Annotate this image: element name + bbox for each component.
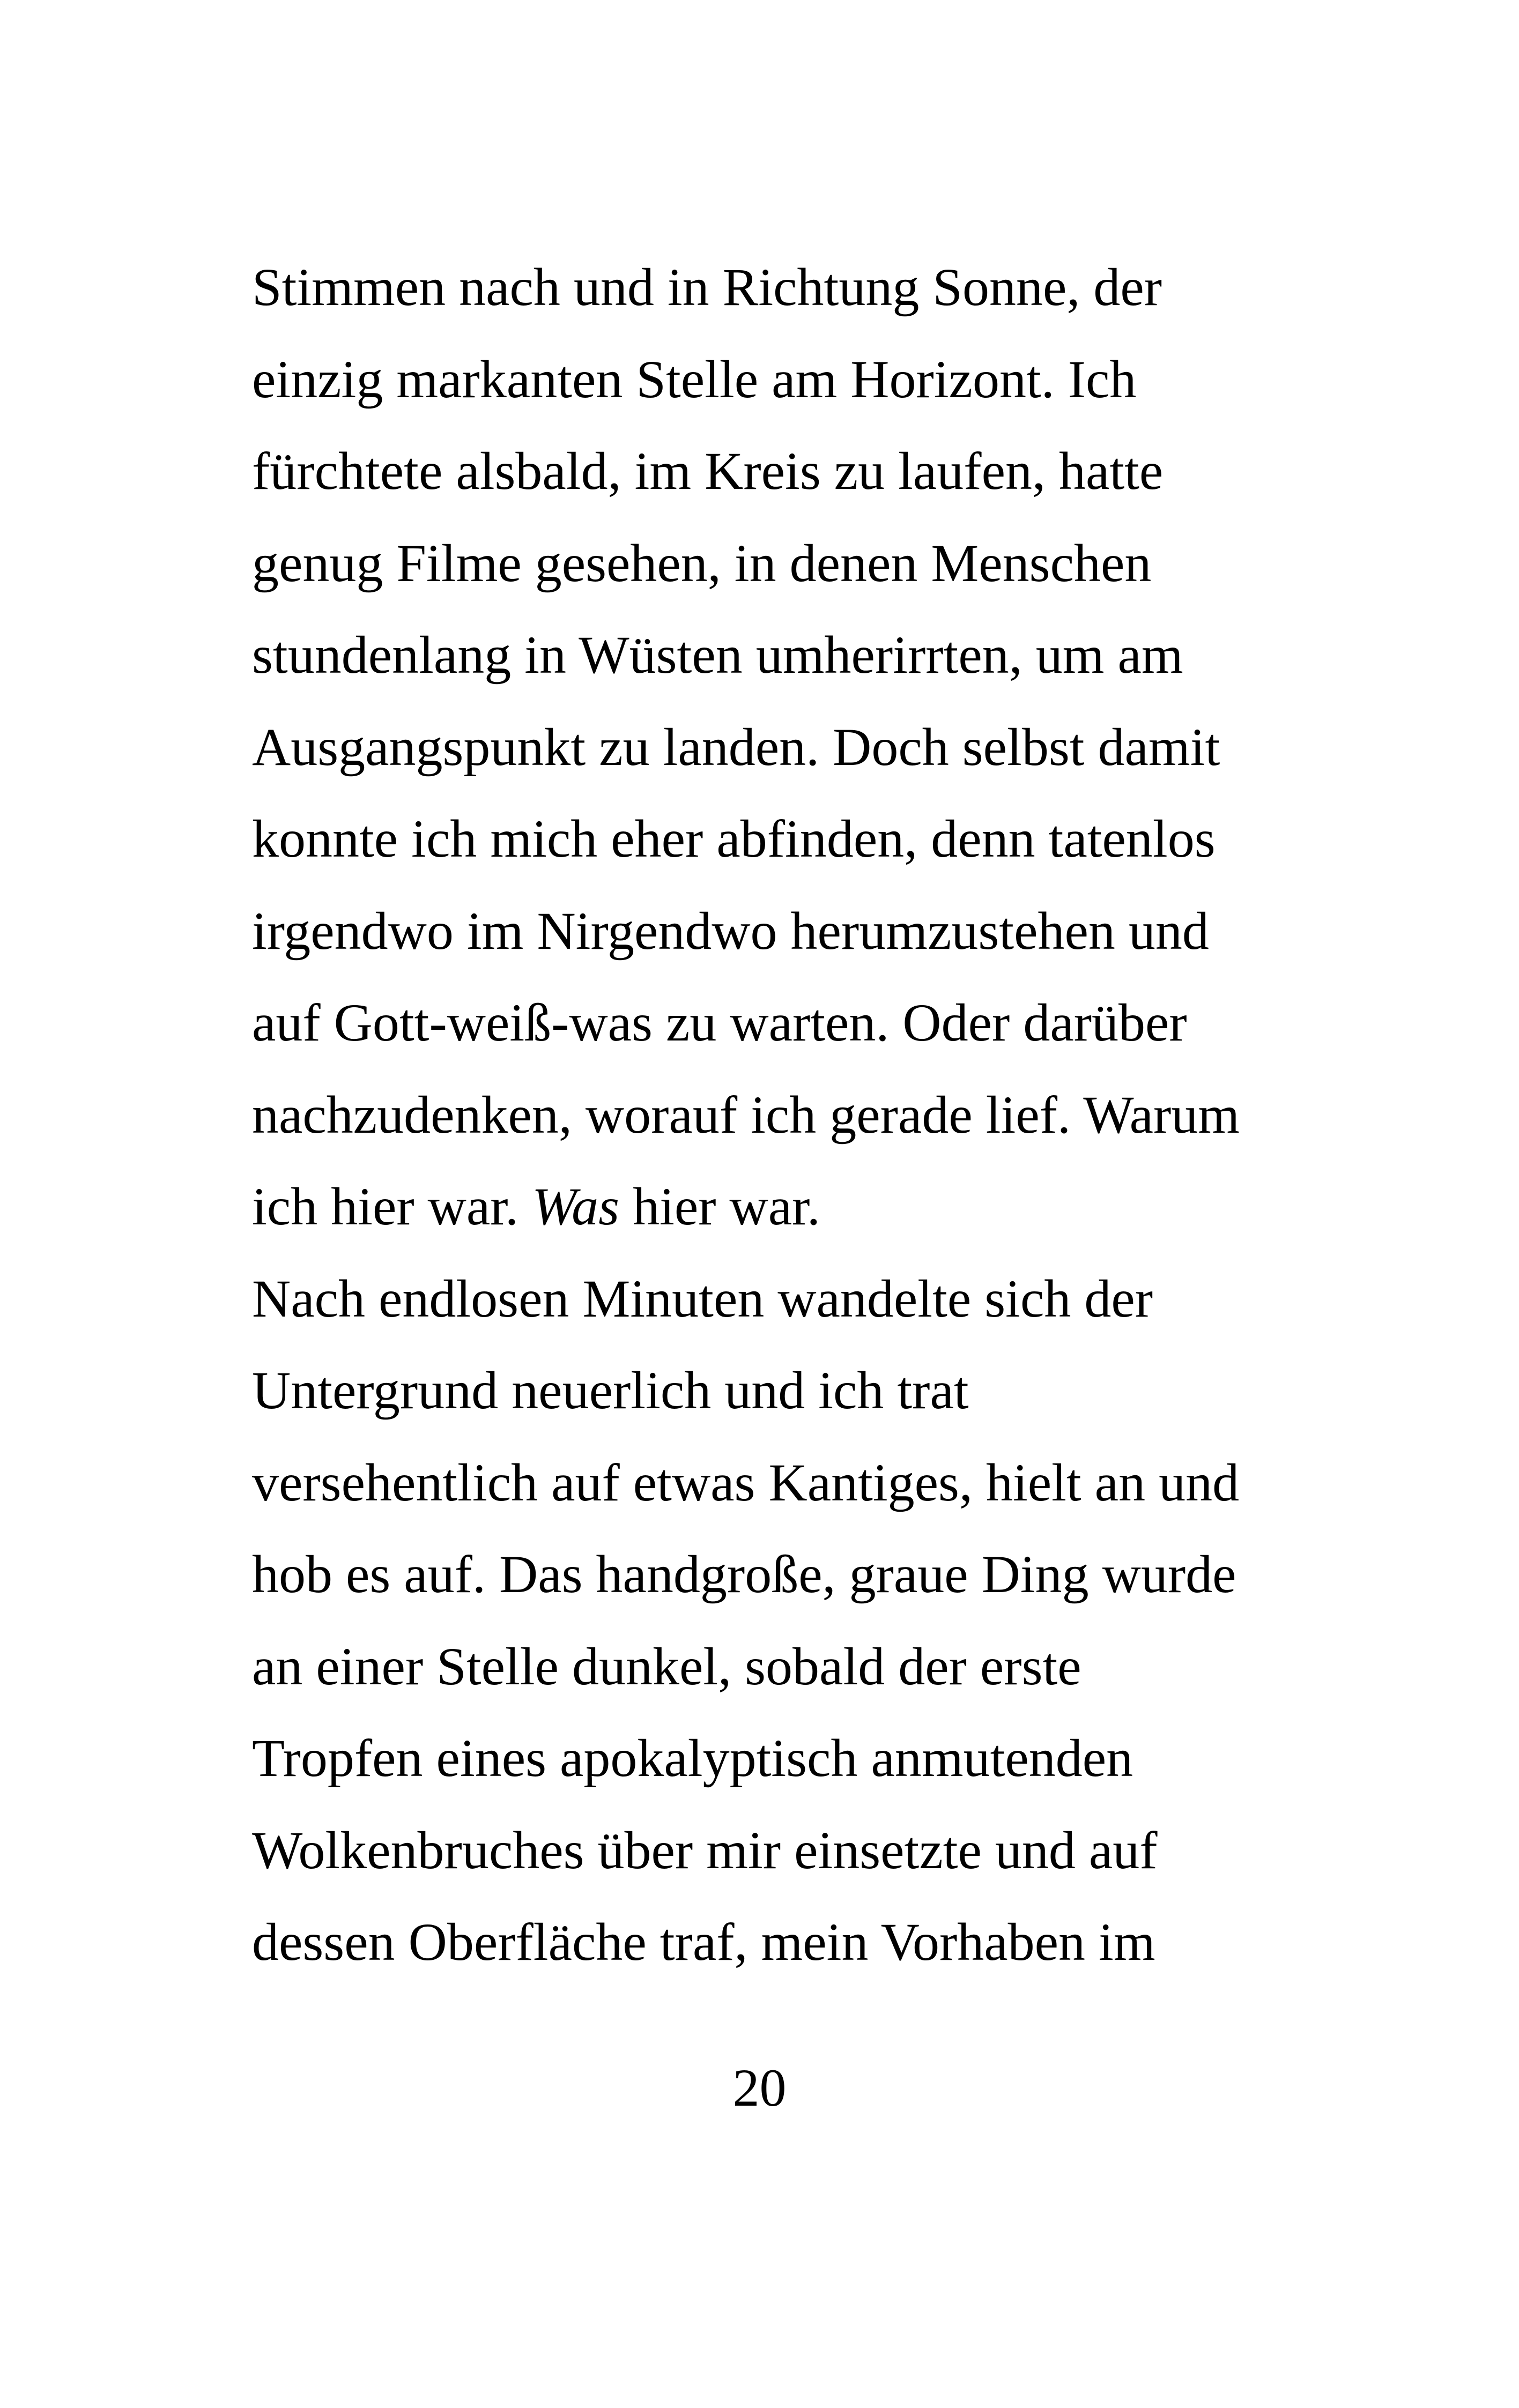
- text-line: hob es auf. Das handgroße, graue Ding wurde: [252, 1544, 1236, 1604]
- text-line: einzig markanten Stelle am Horizont. Ich: [252, 349, 1137, 409]
- text-line: Stimmen nach und in Richtung Sonne, der: [252, 257, 1162, 317]
- text-line: fürchtete alsbald, im Kreis zu laufen, hatte: [252, 441, 1164, 501]
- text-segment: hier war.: [619, 1177, 820, 1236]
- text-line: auf Gott-weiß-was zu warten. Oder darüber: [252, 993, 1187, 1052]
- text-line-with-emphasis: [252, 1161, 1324, 1253]
- text-line: Nach endlosen Minuten wandelte sich der: [252, 1268, 1153, 1328]
- text-line: irgendwo im Nirgendwo herumzustehen und: [252, 901, 1209, 961]
- text-line: stundenlang in Wüsten umherirrten, um am: [252, 625, 1183, 685]
- body-text: [252, 241, 1324, 1988]
- text-segment: ich hier war.: [252, 1177, 532, 1236]
- text-line: konnte ich mich eher abfinden, denn tatenlos: [252, 809, 1216, 868]
- text-line: Wolkenbruches über mir einsetzte und auf: [252, 1820, 1158, 1880]
- text-line: Untergrund neuerlich und ich trat: [252, 1361, 969, 1420]
- text-line: Tropfen eines apokalyptisch anmutenden: [252, 1728, 1133, 1788]
- emphasized-word: Was: [532, 1177, 620, 1236]
- page-number: 20: [732, 2058, 787, 2117]
- text-line: an einer Stelle dunkel, sobald der erste: [252, 1636, 1081, 1696]
- text-line: dessen Oberfläche traf, mein Vorhaben im: [252, 1912, 1155, 1972]
- text-line: versehentlich auf etwas Kantiges, hielt an und: [252, 1452, 1240, 1512]
- text-line: genug Filme gesehen, in denen Menschen: [252, 533, 1152, 593]
- text-line: nachzudenken, worauf ich gerade lief. Warum: [252, 1084, 1240, 1144]
- text-line: Ausgangspunkt zu landen. Doch selbst damit: [252, 717, 1220, 777]
